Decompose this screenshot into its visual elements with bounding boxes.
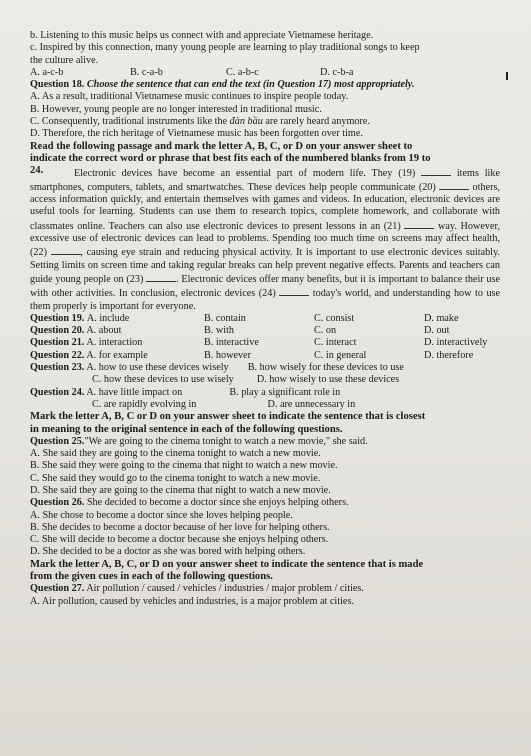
blank-21 xyxy=(404,219,434,229)
instructions-27-line2: from the given cues in each of the following questions. xyxy=(30,571,273,583)
passage-text: items like smartphones, computers, tablets, and smartwatches. These devices help people communicate (20) xyxy=(30,167,501,193)
q18-option-d[interactable]: D. Therefore, the rich heritage of Vietnamese music has been forgotten over time. xyxy=(30,128,363,140)
intro-option-c-line2: the culture alive. xyxy=(30,54,99,66)
passage-text: way. However, excessive use of electronic devices can lead to problems. Spending too much time on screens may affect health, (22) xyxy=(30,220,501,259)
q17-option-b[interactable]: B. c-a-b xyxy=(130,66,163,78)
q21-label: Question 21. xyxy=(30,337,85,349)
q19-row xyxy=(30,313,500,325)
q26-heading xyxy=(30,497,500,509)
q19-option-b[interactable]: B. contain xyxy=(204,312,246,324)
q20-label-and-a xyxy=(30,325,204,337)
q23-row2 xyxy=(30,374,500,386)
q23-option-b[interactable]: B. how wisely for these devices to use xyxy=(247,362,404,374)
q22-label-and-a xyxy=(30,350,204,362)
passage-text: Electronic devices have become an essential part of modern life. They (19) xyxy=(74,167,416,179)
q19-option-d[interactable]: D. make xyxy=(424,312,459,324)
q26-option-b[interactable]: B. She decides to become a doctor because of her love for helping others. xyxy=(30,521,330,533)
q27-prompt: Air pollution / caused / vehicles / industries / major problem / cities. xyxy=(86,583,364,595)
q21-option-b[interactable]: B. interactive xyxy=(204,337,259,349)
q20-row xyxy=(30,325,500,337)
q17-answer-options xyxy=(30,67,500,79)
q17-option-c[interactable]: C. a-b-c xyxy=(226,66,259,78)
q17-option-d[interactable]: D. c-b-a xyxy=(320,66,354,78)
q24-option-c[interactable]: C. are rapidly evolving in xyxy=(92,398,197,410)
instructions-19-24-line3: 24. xyxy=(30,165,44,177)
q19-option-c[interactable]: C. consist xyxy=(314,312,355,324)
instructions-25-26-line2: in meaning to the original sentence in each of the following questions. xyxy=(30,423,343,435)
instructions-27-line1: Mark the letter A, B, C, or D on your answer sheet to indicate the sentence that is made xyxy=(30,558,424,570)
q22-row xyxy=(30,350,500,362)
reading-passage xyxy=(30,166,500,313)
q19-option-a[interactable]: A. include xyxy=(86,312,130,324)
q25-heading xyxy=(30,436,500,448)
q22-label: Question 22. xyxy=(30,349,85,361)
q25-prompt: "We are going to the cinema tonight to watch a new movie," she said. xyxy=(84,435,368,447)
intro-option-c-line1: c. Inspired by this connection, many young people are learning to play traditional songs to keep xyxy=(30,42,420,54)
q26-option-a[interactable]: A. She chose to become a doctor since she loves helping people. xyxy=(30,509,293,521)
q26-option-c[interactable]: C. She will decide to become a doctor because she enjoys helping others. xyxy=(30,534,329,546)
document-body xyxy=(30,30,500,608)
q21-option-d[interactable]: D. interactively xyxy=(424,337,488,349)
q24-row1 xyxy=(30,387,500,399)
blank-22 xyxy=(51,245,81,255)
q23-label: Question 23. xyxy=(30,362,85,374)
q23-row1 xyxy=(30,362,500,374)
blank-20 xyxy=(439,180,469,190)
instructions-19-24-line2: indicate the correct word or phrase that best fits each of the numbered blanks from 19 to xyxy=(30,152,431,164)
q22-option-a[interactable]: A. for example xyxy=(86,349,148,361)
q25-option-d[interactable]: D. She said they are going to the cinema that night to watch a new movie. xyxy=(30,484,331,496)
q21-option-a[interactable]: A. interaction xyxy=(86,337,143,349)
q23-option-d[interactable]: D. how wisely to use these devices xyxy=(256,374,400,386)
q25-option-a[interactable]: A. She said they are going to the cinema tonight to watch a new movie. xyxy=(30,448,321,460)
q18-option-c-text: C. Consequently, traditional instruments like the xyxy=(30,116,230,128)
q18-prompt: Choose the sentence that can end the text (in Question 17) most appropriately. xyxy=(86,79,415,91)
q18-label: Question 18. xyxy=(30,79,85,91)
passage-text: , causing eye strain and reducing physical activity. It is important to use electronic devices suitably. Setting limits on screen time and taking regular breaks can help prevent negative effects. Parents and teachers can guide young people on (23) xyxy=(30,247,500,285)
blank-19 xyxy=(421,166,451,176)
q27-heading xyxy=(30,583,500,595)
q18-option-c-italic: đàn bầu xyxy=(229,116,263,128)
q18-option-c-text-end: are rarely heard anymore. xyxy=(262,116,370,128)
q27-option-a[interactable]: A. Air pollution, caused by vehicles and industries, is a major problem at cities. xyxy=(30,595,354,607)
q24-row2 xyxy=(30,399,500,411)
q18-option-b[interactable]: B. However, young people are no longer interested in traditional music. xyxy=(30,103,322,115)
q22-option-d[interactable]: D. therefore xyxy=(424,349,474,361)
q23-option-a[interactable]: A. how to use these devices wisely xyxy=(86,362,229,374)
q22-option-b[interactable]: B. however xyxy=(204,349,251,361)
margin-mark xyxy=(506,72,508,80)
q25-option-c[interactable]: C. She said they would go to the cinema tonight to watch a new movie. xyxy=(30,472,321,484)
passage-text: . Electronic devices offer many benefits, but it is important to balance their use with other activities. In conclusion, electronic devices (24) xyxy=(30,273,500,300)
passage-text: others, access information quickly, and entertain themselves with games and videos. In education, electronic devices are useful tools for learning. Students can use them to research topics, complete homework, and collaborate with classmates online. Teachers can also use electronic devices to present lessons in an (21) xyxy=(30,181,500,232)
q23-option-c[interactable]: C. how these devices to use wisely xyxy=(92,374,234,386)
q18-option-a[interactable]: A. As a result, traditional Vietnamese music continues to inspire people today. xyxy=(30,91,349,103)
blank-23 xyxy=(146,272,176,282)
q24-option-b[interactable]: B. play a significant role in xyxy=(229,386,341,398)
q19-label-and-a xyxy=(30,313,204,325)
blank-24 xyxy=(279,286,309,296)
q24-label: Question 24. xyxy=(30,386,85,398)
q27-label: Question 27. xyxy=(30,583,85,595)
q22-option-c[interactable]: C. in general xyxy=(314,349,367,361)
q20-option-c[interactable]: C. on xyxy=(314,325,337,337)
q21-option-c[interactable]: C. interact xyxy=(314,337,357,349)
q20-option-a[interactable]: A. about xyxy=(86,325,122,337)
q18-heading xyxy=(30,79,500,91)
q20-option-d[interactable]: D. out xyxy=(424,325,450,337)
q20-option-b[interactable]: B. with xyxy=(204,325,235,337)
q19-label: Question 19. xyxy=(30,312,85,324)
q17-option-a[interactable]: A. a-c-b xyxy=(30,66,64,78)
q24-option-d[interactable]: D. are unnecessary in xyxy=(267,398,356,410)
instructions-19-24-line1: Read the following passage and mark the letter A, B, C, or D on your answer sheet to xyxy=(30,140,413,152)
q25-option-b[interactable]: B. She said they were going to the cinema that night to watch a new movie. xyxy=(30,460,338,472)
passage-text: today's world, and understanding how to use them properly is important for everyone. xyxy=(30,288,501,312)
q21-row xyxy=(30,337,500,349)
q18-option-c[interactable] xyxy=(30,116,500,128)
q26-prompt: She decided to become a doctor since she enjoys helping others. xyxy=(86,497,349,509)
q20-label: Question 20. xyxy=(30,325,85,337)
q21-label-and-a xyxy=(30,337,204,349)
q24-option-a[interactable]: A. have little impact on xyxy=(86,386,183,398)
intro-option-b: b. Listening to this music helps us connect with and appreciate Vietnamese heritage. xyxy=(30,30,374,41)
q26-option-d[interactable]: D. She decided to be a doctor as she was bored with helping others. xyxy=(30,546,306,558)
instructions-25-26-line1: Mark the letter A, B, C or D on your answer sheet to indicate the sentence that is closest xyxy=(30,411,426,423)
q25-label: Question 25. xyxy=(30,435,85,447)
q26-label: Question 26. xyxy=(30,497,85,509)
